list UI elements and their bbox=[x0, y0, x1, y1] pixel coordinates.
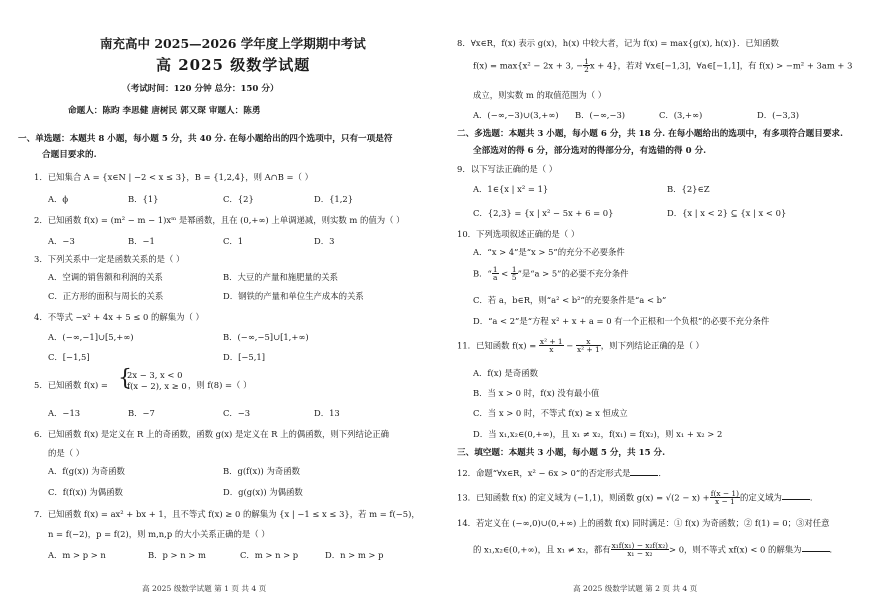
section-2-heading-cont: 全部选对的得 6 分，部分选对的得部分分，有选错的得 0 分. bbox=[473, 146, 707, 156]
q10-option-b-suffix: ”是“a > 5”的必要不充分条件 bbox=[517, 268, 629, 279]
q11-minus: − bbox=[563, 340, 576, 351]
q5-option-c: C．−3 bbox=[223, 408, 251, 418]
question-12: 12．命题“∀x∈R，x² − 6x > 0”的否定形式是 ． bbox=[457, 468, 667, 478]
q7-option-b: B．p > n > m bbox=[148, 550, 206, 560]
q5-case-1: 2x − 3, x < 0 bbox=[127, 370, 183, 380]
q5-case-2: f(x − 2), x ≥ 0 bbox=[127, 381, 187, 392]
q8-option-d: D．(−3,3) bbox=[757, 110, 799, 120]
q2-option-a: A．−3 bbox=[48, 236, 75, 246]
q8-option-a: A．(−∞,−3)∪(3,+∞) bbox=[473, 110, 559, 120]
q2-option-b: B．−1 bbox=[128, 236, 155, 246]
question-8: 8．∀x∈R，f(x) 表示 g(x)，h(x) 中较大者，记为 f(x) = max{g(x), h(x)}．已知函数 bbox=[457, 38, 779, 48]
q13-suffix: 的定义域为 bbox=[739, 492, 782, 503]
q8-fraction bbox=[583, 58, 590, 74]
question-5-suffix: ，则 f(8) =（ ） bbox=[188, 380, 252, 390]
question-11 bbox=[457, 338, 704, 354]
q14-fraction bbox=[611, 542, 669, 558]
question-8-line-2 bbox=[473, 58, 852, 74]
q2-option-d: D．3 bbox=[314, 236, 335, 246]
q7-option-c: C．m > n > p bbox=[240, 550, 299, 560]
q7-option-d: D．n > m > p bbox=[325, 550, 384, 560]
q11-suffix: ，则下列结论正确的是（ ） bbox=[600, 340, 704, 351]
q8-condition: x + 4}，若对 ∀x∈[−1,3]，∀a∈[−1,1]，有 f(x) > −m² + 3am + 3 bbox=[589, 60, 853, 71]
q5-option-a: A．−13 bbox=[48, 408, 81, 418]
q13-fraction-den: x − 1 bbox=[714, 497, 735, 507]
q11-fraction-1 bbox=[539, 338, 564, 354]
question-6: 6．已知函数 f(x) 是定义在 R 上的奇函数，函数 g(x) 是定义在 R 上的偶函数，则下列结论正确 bbox=[34, 429, 389, 439]
q9-option-a: A．1∈{x | x² = 1} bbox=[473, 184, 549, 194]
q11-fraction-2-num: x bbox=[576, 338, 601, 346]
q1-option-a: A．ϕ bbox=[48, 194, 69, 204]
q4-option-b: B．(−∞,−5]∪[1,+∞) bbox=[223, 332, 309, 342]
q14-fraction-den: x₁ − x₂ bbox=[627, 549, 653, 559]
q10-fraction-2 bbox=[511, 266, 518, 282]
q12-text: 12．命题“∀x∈R，x² − 6x > 0”的否定形式是 bbox=[457, 468, 631, 478]
question-2: 2．已知函数 f(x) = (m² − m − 1)xᵐ 是幂函数，且在 (0,+∞) 上单调递减，则实数 m 的值为（ ） bbox=[34, 215, 405, 225]
q10-option-c: C．若 a，b∈R，则“a² < b²”的充要条件是“a < b” bbox=[473, 295, 667, 305]
q8-fraction-num: 1 bbox=[584, 57, 589, 66]
q6-option-a: A．f(g(x)) 为奇函数 bbox=[48, 466, 125, 476]
question-10: 10．下列选项叙述正确的是（ ） bbox=[457, 229, 580, 239]
q8-max-expression: f(x) = max{x² − 2x + 3, − bbox=[473, 60, 584, 71]
q11-fraction-1-den: x bbox=[549, 345, 554, 355]
q10-option-b bbox=[473, 266, 628, 282]
exam-info: （考试时间：120 分钟 总分：150 分） bbox=[122, 84, 279, 94]
question-13: 13．已知函数 f(x) 的定义域为 (−1,1)，则函数 g(x) = √(2 − x) + $\frac{f(x - 1)}{x - 1}$ 的定义域为 ． bbox=[457, 489, 819, 507]
q2-option-c: C．1 bbox=[223, 236, 244, 246]
question-14: 14．若定义在 (−∞,0)∪(0,+∞) 上的函数 f(x) 同时满足：① f(x) 为奇函数；② f(1) = 0；③对任意 bbox=[457, 518, 830, 528]
q9-option-d: D．{x | x < 2} ⊆ {x | x < 0} bbox=[667, 208, 787, 218]
question-4: 4．不等式 −x² + 4x + 5 ≤ 0 的解集为（ ） bbox=[34, 312, 204, 322]
q6-option-b: B．g(f(x)) 为奇函数 bbox=[223, 466, 300, 476]
page-footer: 高 2025 级数学试题 第 2 页 共 4 页 bbox=[573, 584, 698, 593]
left-brace-icon: { bbox=[118, 366, 132, 391]
question-3: 3．下列关系中一定是函数关系的是（ ） bbox=[34, 254, 185, 264]
question-5-prefix: 5．已知函数 f(x) = bbox=[34, 380, 108, 390]
school-title: 南充高中 2025—2026 学年度上学期期中考试 bbox=[100, 36, 366, 51]
section-3-heading: 三、填空题：本题共 3 小题，每小题 5 分，共 15 分. bbox=[457, 448, 666, 458]
q11-prefix: 11．已知函数 f(x) = bbox=[457, 340, 537, 351]
q12-answer-blank[interactable] bbox=[630, 467, 658, 476]
question-14-line-2: 的 x₁,x₂∈(0,+∞)，且 x₁ ≠ x₂，都有 $\frac{\text{x₁f(x₁) − x₂f(x₂)}}{\text{x₁ − x₂}}$ > 0，则不等式 xf(x) < 0 的解集为 ． bbox=[473, 541, 838, 559]
question-6-cont: 的是（ ） bbox=[48, 448, 85, 458]
q1-option-c: C．{2} bbox=[223, 194, 254, 204]
q13-fraction-num: f(x − 1) bbox=[710, 489, 739, 498]
question-8-cont: 成立，则实数 m 的取值范围为（ ） bbox=[473, 90, 607, 100]
q4-option-c: C．[−1,5] bbox=[48, 352, 90, 362]
exam-authors: 命题人：陈昀 李思健 唐树民 郭又琛 审题人：陈勇 bbox=[68, 106, 261, 116]
q5-option-d: D．13 bbox=[314, 408, 340, 418]
q13-prefix: 13．已知函数 f(x) 的定义域为 (−1,1)，则函数 g(x) = √(2 − x) + bbox=[457, 492, 710, 503]
q11-option-a: A．f(x) 是奇函数 bbox=[473, 368, 538, 378]
q10-option-d: D．“a < 2”是“方程 x² + x + a = 0 有一个正根和一个负根”的必要不充分条件 bbox=[473, 316, 770, 326]
q10-less-than: < bbox=[498, 268, 511, 279]
exam-page-2 bbox=[435, 0, 870, 614]
q1-option-d: D．{1,2} bbox=[314, 194, 354, 204]
q8-fraction-den: 2 bbox=[584, 65, 589, 75]
q6-option-d: D．g(g(x)) 为偶函数 bbox=[223, 487, 303, 497]
q3-option-b: B．大豆的产量和施肥量的关系 bbox=[223, 272, 339, 282]
section-1-heading: 一、单选题：本题共 8 小题，每小题 5 分，共 40 分. 在每小题给出的四个选项中，只有一项是符 bbox=[18, 134, 393, 144]
q3-option-a: A．空调的销售额和利润的关系 bbox=[48, 272, 163, 282]
q10-fraction-1-den: a bbox=[492, 273, 498, 283]
q1-option-b: B．{1} bbox=[128, 194, 159, 204]
q3-option-d: D．钢铁的产量和单位生产成本的关系 bbox=[223, 291, 364, 301]
q11-fraction-2 bbox=[576, 338, 601, 354]
q3-option-c: C．正方形的面积与周长的关系 bbox=[48, 291, 164, 301]
q7-option-a: A．m > p > n bbox=[48, 550, 106, 560]
q4-option-d: D．[−5,1] bbox=[223, 352, 265, 362]
page-footer: 高 2025 级数学试题 第 1 页 共 4 页 bbox=[142, 584, 267, 593]
question-1: 1．已知集合 A = {x∈N | −2 < x ≤ 3}，B = {1,2,4}，则 A∩B =（ ） bbox=[34, 172, 313, 182]
q10-fraction-2-den: 5 bbox=[511, 273, 517, 283]
q13-fraction bbox=[710, 490, 740, 506]
q5-piecewise bbox=[118, 368, 188, 398]
q10-fraction-2-num: 1 bbox=[511, 265, 517, 274]
section-2-heading: 二、多选题：本题共 3 小题，每小题 6 分，共 18 分. 在每小题给出的选项中，有多项符合题目要求. bbox=[457, 129, 844, 139]
q8-option-b: B．(−∞,−3) bbox=[575, 110, 626, 120]
q10-fraction-1 bbox=[492, 266, 499, 282]
q14-prefix: 的 x₁,x₂∈(0,+∞)，且 x₁ ≠ x₂，都有 bbox=[473, 544, 611, 555]
q10-option-b-prefix: B．“ bbox=[473, 268, 492, 279]
q11-fraction-2-den: x² + 1 bbox=[576, 345, 600, 355]
q9-option-c: C．{2,3} = {x | x² − 5x + 6 = 0} bbox=[473, 208, 614, 218]
q11-option-c: C．当 x > 0 时，不等式 f(x) ≥ x 恒成立 bbox=[473, 408, 628, 418]
q6-option-c: C．f(f(x)) 为偶函数 bbox=[48, 487, 123, 497]
q10-option-a: A．“x > 4”是“x > 5”的充分不必要条件 bbox=[473, 247, 625, 257]
question-7-cont: n = f(−2)，p = f(2)，则 m,n,p 的大小关系正确的是（ ） bbox=[48, 529, 270, 539]
q14-answer-blank[interactable] bbox=[802, 543, 830, 552]
question-9: 9．以下写法正确的是（ ） bbox=[457, 164, 558, 174]
exam-title: 高 2025 级数学试题 bbox=[156, 56, 311, 74]
q9-option-b: B．{2}∈Z bbox=[667, 184, 710, 194]
q14-fraction-num: x₁f(x₁) − x₂f(x₂) bbox=[611, 541, 669, 550]
q11-fraction-1-num: x² + 1 bbox=[539, 337, 563, 346]
q10-fraction-1-num: 1 bbox=[492, 265, 498, 274]
q13-answer-blank[interactable] bbox=[782, 491, 810, 500]
q11-option-d: D．当 x₁,x₂∈(0,+∞)，且 x₁ ≠ x₂，f(x₁) = f(x₂)，则 x₁ + x₂ > 2 bbox=[473, 429, 723, 439]
section-1-heading-cont: 合题目要求的. bbox=[42, 150, 97, 160]
q8-option-c: C．(3,+∞) bbox=[659, 110, 703, 120]
q4-option-a: A．(−∞,−1]∪[5,+∞) bbox=[48, 332, 134, 342]
q11-option-b: B．当 x > 0 时，f(x) 没有最小值 bbox=[473, 388, 600, 398]
q5-option-b: B．−7 bbox=[128, 408, 155, 418]
q14-suffix: > 0，则不等式 xf(x) < 0 的解集为 bbox=[669, 544, 802, 555]
question-7: 7．已知函数 f(x) = ax² + bx + 1，且不等式 f(x) ≥ 0 的解集为 {x | −1 ≤ x ≤ 3}，若 m = f(−5)， bbox=[34, 509, 420, 519]
